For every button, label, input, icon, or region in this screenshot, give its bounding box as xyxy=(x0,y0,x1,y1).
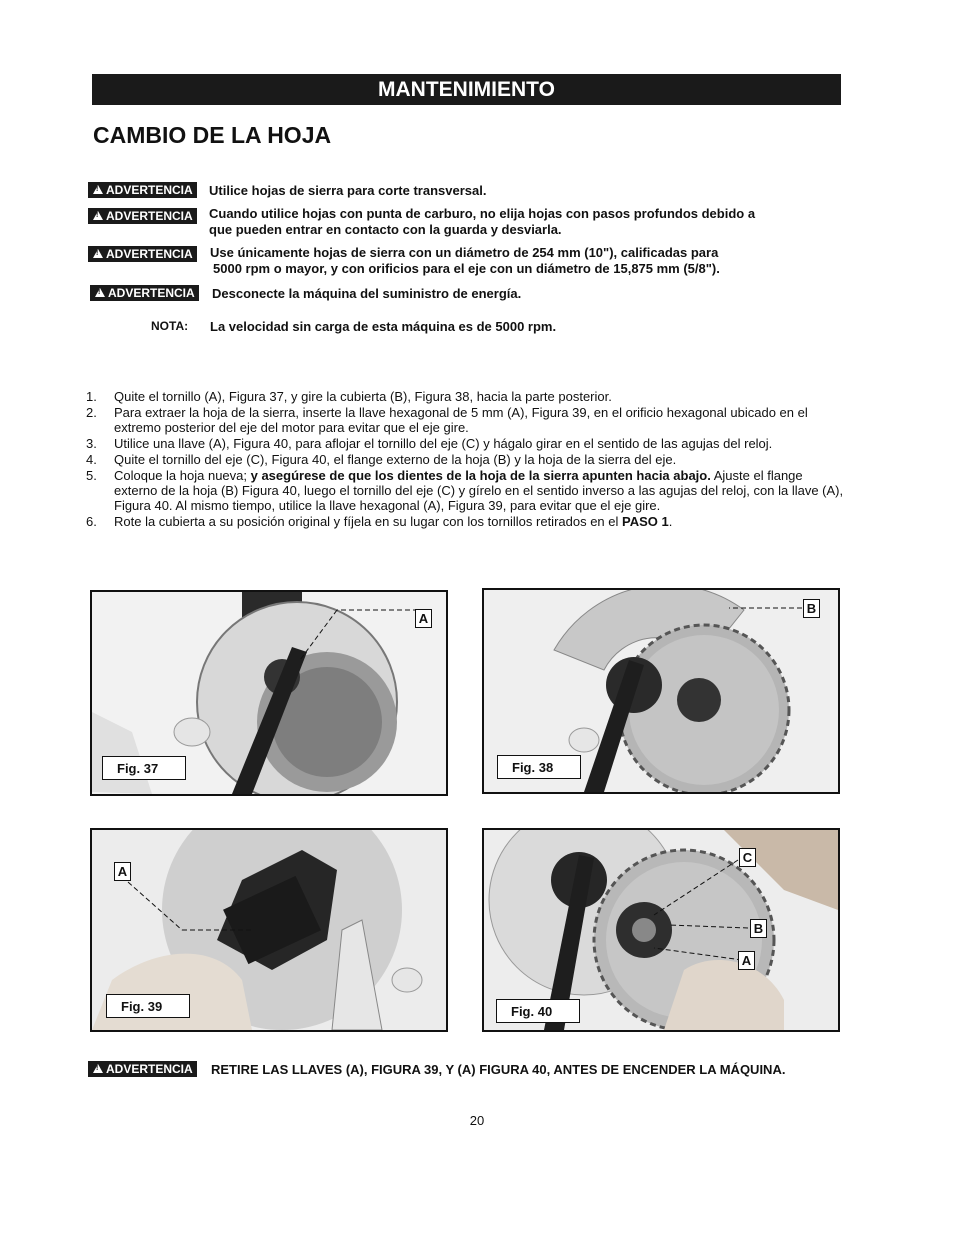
warning-text: Utilice hojas de sierra para corte transversal. xyxy=(209,183,487,198)
list-item: 5. Coloque la hoja nueva; y asegúrese de que los dientes de la hoja de la sierra apunten hacia abajo. Ajuste el flange externo de la hoja (B) Figura 40, luego el tornillo del eje (C) y gírelo en el sentido inverso a las agujas del reloj, con la llave (A), Figura 40. Al mismo tiempo, utilice la llave hexagonal (A), Figura 39, para evitar que el eje gire. xyxy=(86,468,844,513)
callout-a: A xyxy=(738,951,755,970)
page-title: CAMBIO DE LA HOJA xyxy=(93,122,332,148)
callout-a: A xyxy=(114,862,131,881)
list-item: 3. Utilice una llave (A), Figura 40, para aflojar el tornillo del eje (C) y hágalo girar en el sentido de las agujas del reloj. xyxy=(86,436,773,451)
list-item: 4. Quite el tornillo del eje (C), Figura 40, el flange externo de la hoja (B) y la hoja de la sierra del eje. xyxy=(86,452,677,467)
callout-c: C xyxy=(739,848,756,867)
warning-text: Use únicamente hojas de sierra con un diámetro de 254 mm (10"), calificadas para 5000 rpm o mayor, y con orificios para el eje con un diámetro de 15,875 mm (5/8"). xyxy=(210,245,720,276)
page-number: 20 xyxy=(469,1113,485,1128)
section-title-bar: MANTENIMIENTO xyxy=(92,74,841,105)
warning-text: Cuando utilice hojas con punta de carburo, no elija hojas con pasos profundos debido a que pueden entrar en contacto con la guarda y desviarla. xyxy=(209,206,756,237)
figure-label: Fig. 39 xyxy=(106,994,190,1018)
warning-badge: !ADVERTENCIA xyxy=(88,182,197,198)
callout-b: B xyxy=(803,599,820,618)
figure-label: Fig. 38 xyxy=(497,755,581,779)
warning-text: Desconecte la máquina del suministro de energía. xyxy=(212,286,522,301)
list-item: 6. Rote la cubierta a su posición original y fíjela en su lugar con los tornillos retirados en el PASO 1. xyxy=(86,514,673,529)
warning-triangle-icon xyxy=(93,185,103,194)
warning-badge: !ADVERTENCIA xyxy=(88,208,197,224)
steps-list xyxy=(86,389,846,530)
warning-badge: !ADVERTENCIA xyxy=(90,285,199,301)
final-warning-text: RETIRE LAS LLAVES (A), FIGURA 39, Y (A) FIGURA 40, ANTES DE ENCENDER LA MÁQUINA. xyxy=(211,1062,786,1077)
figure-label: Fig. 40 xyxy=(496,999,580,1023)
note-label: NOTA: xyxy=(151,319,189,333)
warning-triangle-icon xyxy=(93,211,103,220)
warning-triangle-icon xyxy=(93,1064,103,1073)
warning-triangle-icon xyxy=(95,288,105,297)
callout-a: A xyxy=(415,609,432,628)
warning-badge: !ADVERTENCIA xyxy=(88,246,197,262)
list-item: 1. Quite el tornillo (A), Figura 37, y gire la cubierta (B), Figura 38, hacia la parte posterior. xyxy=(86,389,612,404)
warning-badge: !ADVERTENCIA xyxy=(88,1061,197,1077)
list-item: 2. Para extraer la hoja de la sierra, inserte la llave hexagonal de 5 mm (A), Figura 39, en el orificio hexagonal ubicado en el extremo posterior del eje del motor para evitar que el eje gire. xyxy=(86,405,808,435)
figure-label: Fig. 37 xyxy=(102,756,186,780)
warning-triangle-icon xyxy=(93,249,103,258)
note-text: La velocidad sin carga de esta máquina es de 5000 rpm. xyxy=(210,319,557,334)
callout-b: B xyxy=(750,919,767,938)
